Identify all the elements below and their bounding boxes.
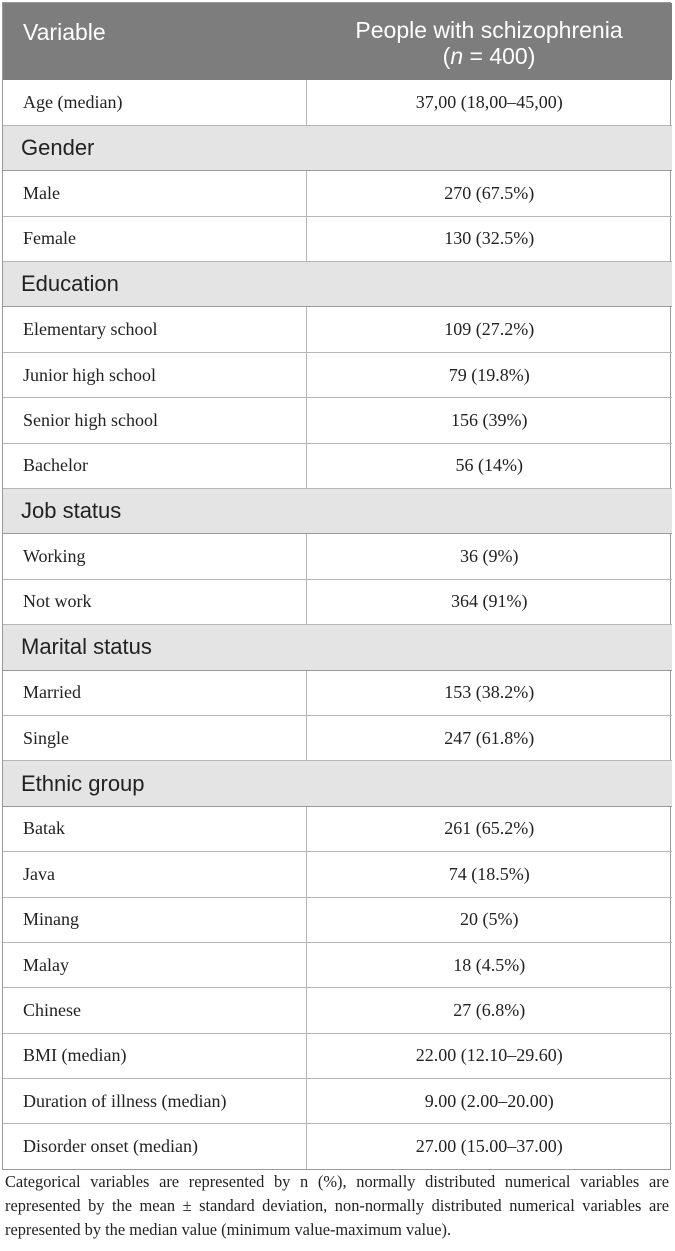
table-row: [3, 942, 672, 987]
row-value: 79 (19.8%): [306, 352, 672, 397]
table-row: [3, 1033, 672, 1078]
row-value: 247 (61.8%): [306, 715, 672, 760]
row-value: 37,00 (18,00–45,00): [306, 80, 672, 125]
row-label: Malay: [3, 942, 306, 987]
row-value: 27 (6.8%): [306, 988, 672, 1033]
table-row: [3, 171, 672, 216]
row-value: 22.00 (12.10–29.60): [306, 1033, 672, 1078]
row-label: Junior high school: [3, 352, 306, 397]
table-row: [3, 534, 672, 579]
table-row: [3, 897, 672, 942]
row-label: Male: [3, 171, 306, 216]
row-label: Senior high school: [3, 398, 306, 443]
group-header-row: [3, 761, 672, 806]
table-row: [3, 715, 672, 760]
row-label: Female: [3, 216, 306, 261]
row-value: 156 (39%): [306, 398, 672, 443]
row-label: Java: [3, 852, 306, 897]
row-label: Chinese: [3, 988, 306, 1033]
row-value: 130 (32.5%): [306, 216, 672, 261]
row-value: 9.00 (2.00–20.00): [306, 1079, 672, 1124]
table-row: [3, 988, 672, 1033]
row-label: Single: [3, 715, 306, 760]
group-header-row: [3, 125, 672, 170]
table-row: [3, 852, 672, 897]
table-row: [3, 443, 672, 488]
group-header-label: Marital status: [3, 625, 672, 670]
row-label: Duration of illness (median): [3, 1079, 306, 1124]
row-value: 270 (67.5%): [306, 171, 672, 216]
table-header-row: [3, 3, 672, 80]
row-value: 109 (27.2%): [306, 307, 672, 352]
group-header-row: [3, 489, 672, 534]
row-label: Minang: [3, 897, 306, 942]
table-row: [3, 307, 672, 352]
row-label: BMI (median): [3, 1033, 306, 1078]
table-body: [3, 80, 672, 1169]
header-col2-title: People with schizophrenia: [355, 16, 623, 43]
group-header-label: Education: [3, 262, 672, 307]
table-footnote: Categorical variables are represented by n (%), normally distributed numerical variables are represented by the mean ± standard deviation, non-normally distributed numerical variables are represented by the median value (minimum value-maximum value).: [5, 1172, 669, 1239]
row-label: Married: [3, 670, 306, 715]
group-header-row: [3, 625, 672, 670]
table-row: [3, 670, 672, 715]
row-value: 74 (18.5%): [306, 852, 672, 897]
row-value: 153 (38.2%): [306, 670, 672, 715]
row-label: Bachelor: [3, 443, 306, 488]
header-col2-n: (n = 400): [442, 42, 536, 69]
row-value: 27.00 (15.00–37.00): [415, 1136, 563, 1157]
table-row: [3, 806, 672, 851]
row-label: Elementary school: [3, 307, 306, 352]
table-row: [3, 1079, 672, 1124]
row-value: 261 (65.2%): [306, 806, 672, 851]
group-header-label: Job status: [3, 489, 672, 534]
header-people-with-schizophrenia: [306, 3, 672, 80]
row-label: Disorder onset (median): [3, 1124, 306, 1169]
row-label: Working: [3, 534, 306, 579]
table-row: [3, 398, 672, 443]
row-value: 20 (5%): [306, 897, 672, 942]
row-value: 364 (91%): [306, 579, 672, 624]
row-label: Not work: [3, 579, 306, 624]
row-value: 36 (9%): [306, 534, 672, 579]
table-row: [3, 579, 672, 624]
row-label: Age (median): [3, 80, 306, 125]
table-row: [3, 80, 672, 125]
header-variable: Variable: [23, 19, 106, 45]
table-row: [3, 1124, 672, 1169]
row-value: 18 (4.5%): [306, 942, 672, 987]
group-header-label: Ethnic group: [3, 761, 672, 806]
group-header-label: Gender: [3, 125, 672, 170]
row-value: 56 (14%): [306, 443, 672, 488]
row-label: Batak: [3, 806, 306, 851]
demographics-table: [2, 2, 671, 1170]
table-row: [3, 352, 672, 397]
group-header-row: [3, 262, 672, 307]
table-row: [3, 216, 672, 261]
